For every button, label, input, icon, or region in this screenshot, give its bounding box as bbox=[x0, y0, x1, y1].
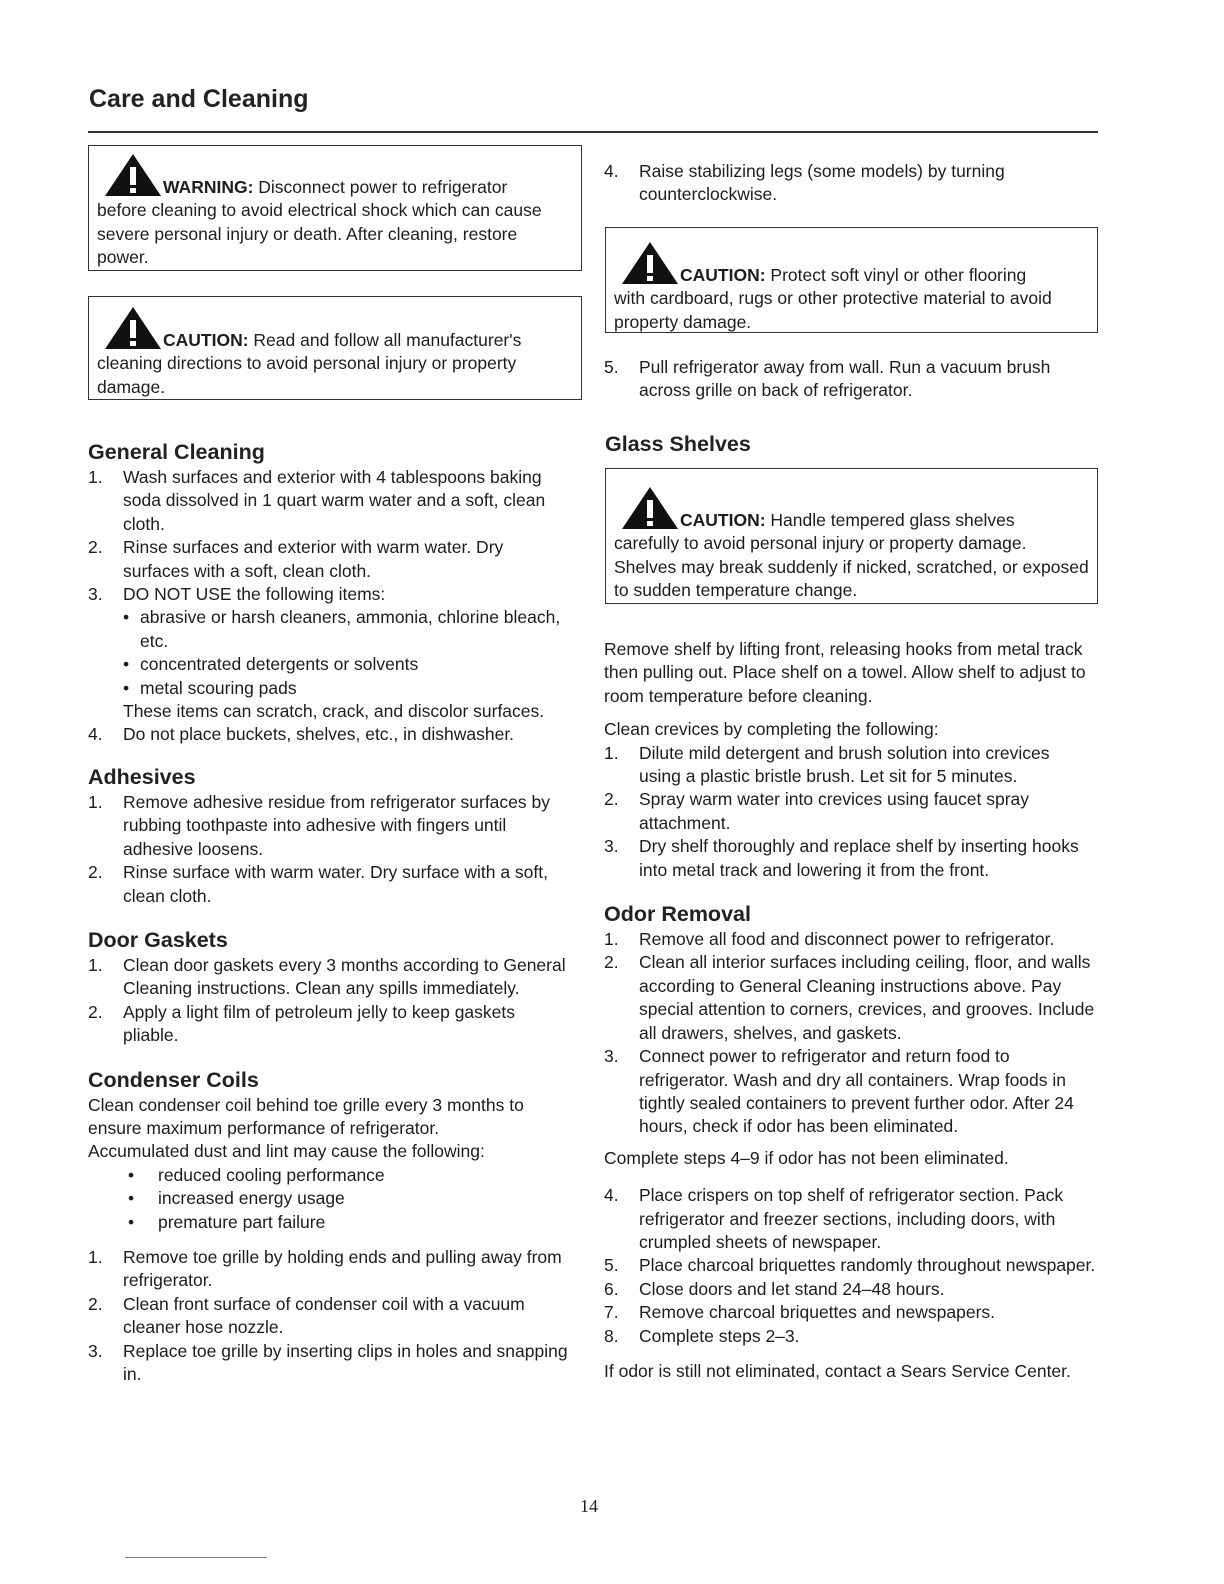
odor-note: Complete steps 4–9 if odor has not been eliminated. bbox=[604, 1147, 1009, 1168]
item-number: 1. bbox=[88, 467, 103, 487]
list-item bbox=[604, 1301, 1096, 1324]
bullet-text: increased energy usage bbox=[158, 1188, 345, 1209]
item-text: Connect power to refrigerator and return food to refrigerator. Wash and dry all containers. Wrap foods in tightly sealed containers to prevent further odor. After 24 hours, check if odor has been eliminated. bbox=[639, 1046, 1074, 1137]
item-number: 3. bbox=[88, 584, 103, 605]
caution-box-flooring bbox=[605, 227, 1098, 333]
warning-triangle-icon bbox=[103, 153, 163, 197]
warning-text: before cleaning to avoid electrical shock which can cause severe personal injury or death. After cleaning, restore power. bbox=[97, 200, 542, 268]
condenser-coils-heading: Condenser Coils bbox=[88, 1067, 259, 1092]
caution-first-line: Read and follow all manufacturer's bbox=[253, 330, 522, 350]
item-text: Raise stabilizing legs (some models) by turning counterclockwise. bbox=[639, 161, 1005, 205]
list-item bbox=[604, 1184, 1096, 1254]
item-number: 7. bbox=[604, 1302, 619, 1323]
list-item bbox=[604, 742, 1096, 789]
list-item bbox=[604, 356, 1084, 403]
glass-para-1: Remove shelf by lifting front, releasing hooks from metal track then pulling out. Place shelf on a towel. Allow shelf to adjust to room temperature before cleaning. bbox=[604, 639, 1086, 706]
item-number: 2. bbox=[88, 1293, 103, 1314]
bullet-text: abrasive or harsh cleaners, ammonia, chlorine bleach, etc. bbox=[140, 607, 561, 651]
item-text: Clean door gaskets every 3 months according to General Cleaning instructions. Clean any spills immediately. bbox=[123, 954, 566, 999]
list-item bbox=[604, 928, 1096, 951]
right-step-5 bbox=[604, 356, 1084, 403]
item-number: 2. bbox=[604, 789, 619, 810]
list-item bbox=[604, 1254, 1096, 1277]
bullet-text: reduced cooling performance bbox=[158, 1164, 385, 1185]
bullet-item bbox=[123, 606, 573, 653]
item-text: DO NOT USE the following items: bbox=[123, 584, 386, 605]
caution-text: cleaning directions to avoid personal injury or property damage. bbox=[97, 353, 517, 397]
list-item bbox=[88, 723, 573, 746]
caution-first-line: Protect soft vinyl or other flooring bbox=[770, 265, 1027, 285]
list-item bbox=[88, 954, 573, 1001]
item-number: 2. bbox=[88, 537, 103, 558]
list-item bbox=[604, 1045, 1096, 1139]
item-number: 4. bbox=[604, 161, 619, 181]
caution-label: CAUTION: bbox=[680, 510, 766, 530]
odor-removal-heading: Odor Removal bbox=[604, 902, 751, 927]
item-number: 3. bbox=[88, 1340, 103, 1361]
general-cleaning-heading: General Cleaning bbox=[88, 440, 265, 464]
bullet-icon: • bbox=[123, 677, 130, 698]
adhesives-heading: Adhesives bbox=[88, 764, 196, 789]
list-item bbox=[604, 1325, 1096, 1348]
condenser-intro-2: Accumulated dust and lint may cause the following: bbox=[88, 1141, 485, 1162]
item-number: 6. bbox=[604, 1278, 619, 1299]
item-number: 3. bbox=[604, 836, 619, 857]
caution-first-line: Handle tempered glass shelves bbox=[770, 510, 1015, 530]
caution-label: CAUTION: bbox=[163, 330, 249, 350]
list-item bbox=[88, 791, 573, 861]
item-text: Remove all food and disconnect power to refrigerator. bbox=[639, 929, 1055, 950]
warning-label: WARNING: bbox=[163, 177, 254, 197]
list-item bbox=[88, 466, 573, 536]
caution-triangle-icon bbox=[620, 241, 680, 285]
item-text: Remove toe grille by holding ends and pulling away from refrigerator. bbox=[123, 1246, 562, 1291]
list-item bbox=[604, 1278, 1096, 1301]
item-text: Clean front surface of condenser coil with a vacuum cleaner hose nozzle. bbox=[123, 1293, 525, 1338]
bottom-mark bbox=[125, 1557, 267, 1558]
adhesives-section bbox=[88, 763, 573, 908]
item-text: Replace toe grille by inserting clips in holes and snapping in. bbox=[123, 1340, 568, 1384]
list-item bbox=[88, 1246, 573, 1293]
item-number: 1. bbox=[604, 929, 619, 950]
bullet-icon: • bbox=[128, 1188, 135, 1209]
caution-text: with cardboard, rugs or other protective material to avoid property damage. bbox=[614, 288, 1052, 332]
right-step-4 bbox=[604, 160, 1084, 207]
general-cleaning-section bbox=[88, 438, 573, 747]
list-item bbox=[604, 835, 1096, 882]
bullet-text: metal scouring pads bbox=[140, 677, 297, 698]
item-text: Do not place buckets, shelves, etc., in dishwasher. bbox=[123, 724, 515, 745]
item-text: Clean all interior surfaces including ceiling, floor, and walls according to General Cleaning instructions above. Pay special attention to corners, crevices, and grooves. Include all drawers, shelves, and gaskets. bbox=[639, 952, 1095, 1043]
item-text: Spray warm water into crevices using faucet spray attachment. bbox=[639, 789, 1030, 833]
page-number: 14 bbox=[580, 1496, 598, 1516]
bullet-item bbox=[123, 677, 573, 700]
caution-box-glass bbox=[605, 468, 1098, 604]
item-text: Place charcoal briquettes randomly throughout newspaper. bbox=[639, 1255, 1096, 1276]
bullet-text: premature part failure bbox=[158, 1211, 326, 1232]
item-number: 4. bbox=[604, 1185, 619, 1206]
door-gaskets-heading: Door Gaskets bbox=[88, 927, 228, 952]
caution-text: carefully to avoid personal injury or property damage. Shelves may break suddenly if nicked, scratched, or exposed to sudden temperature change. bbox=[614, 533, 1089, 601]
item-text: Dilute mild detergent and brush solution into crevices using a plastic bristle brush. Let sit for 5 minutes. bbox=[639, 742, 1050, 787]
list-item bbox=[604, 160, 1084, 207]
item-text: Wash surfaces and exterior with 4 tablespoons baking soda dissolved in 1 quart warm water and a soft, clean cloth. bbox=[123, 467, 546, 534]
item-number: 1. bbox=[88, 1246, 103, 1267]
item-number: 8. bbox=[604, 1325, 619, 1346]
bullet-item bbox=[123, 653, 573, 676]
condenser-intro: Clean condenser coil behind toe grille every 3 months to ensure maximum performance of refrigerator. bbox=[88, 1094, 524, 1138]
item-number: 5. bbox=[604, 357, 619, 377]
caution-triangle-icon bbox=[620, 486, 680, 530]
odor-final: If odor is still not eliminated, contact a Sears Service Center. bbox=[604, 1360, 1071, 1381]
item-number: 1. bbox=[88, 791, 103, 812]
item-text: Place crispers on top shelf of refrigerator section. Pack refrigerator and freezer sections, including doors, with crumpled sheets of newspaper. bbox=[639, 1185, 1064, 1252]
glass-para-2: Clean crevices by completing the following: bbox=[604, 719, 939, 740]
item-number: 1. bbox=[88, 954, 103, 975]
title-rule bbox=[88, 131, 1098, 133]
list-item bbox=[88, 1293, 573, 1340]
bullet-text: concentrated detergents or solvents bbox=[140, 654, 419, 675]
item-text: Remove charcoal briquettes and newspapers. bbox=[639, 1302, 996, 1323]
item-text: Apply a light film of petroleum jelly to keep gaskets pliable. bbox=[123, 1001, 515, 1046]
caution-box-manufacturer bbox=[88, 296, 582, 400]
item-text: Rinse surfaces and exterior with warm water. Dry surfaces with a soft, clean cloth. bbox=[123, 537, 504, 581]
list-item bbox=[88, 1001, 573, 1048]
bullet-item bbox=[88, 1211, 573, 1234]
right-column-lower bbox=[604, 638, 1096, 1383]
caution-triangle-icon bbox=[103, 306, 163, 350]
bullet-item bbox=[88, 1164, 573, 1187]
item-note: These items can scratch, crack, and discolor surfaces. bbox=[123, 701, 545, 722]
list-item bbox=[88, 583, 573, 723]
caution-label: CAUTION: bbox=[680, 265, 766, 285]
door-gaskets-section bbox=[88, 926, 573, 1048]
item-number: 3. bbox=[604, 1046, 619, 1067]
left-column bbox=[88, 438, 573, 1386]
list-item bbox=[604, 951, 1096, 1045]
item-text: Rinse surface with warm water. Dry surface with a soft, clean cloth. bbox=[123, 862, 548, 906]
bullet-icon: • bbox=[123, 607, 130, 628]
item-text: Close doors and let stand 24–48 hours. bbox=[639, 1278, 945, 1299]
bullet-icon: • bbox=[123, 654, 130, 675]
odor-removal-section bbox=[604, 900, 1096, 1383]
bullet-icon: • bbox=[128, 1164, 135, 1185]
list-item bbox=[88, 536, 573, 583]
bullet-item bbox=[88, 1187, 573, 1210]
item-number: 2. bbox=[88, 862, 103, 883]
bullet-icon: • bbox=[128, 1211, 135, 1232]
warning-box bbox=[88, 145, 582, 271]
item-number: 2. bbox=[88, 1001, 103, 1022]
list-item bbox=[88, 1340, 573, 1387]
list-item bbox=[604, 788, 1096, 835]
list-item bbox=[88, 861, 573, 908]
glass-shelves-heading: Glass Shelves bbox=[605, 432, 751, 456]
item-text: Dry shelf thoroughly and replace shelf by inserting hooks into metal track and lowering it from the front. bbox=[639, 836, 1079, 880]
item-number: 1. bbox=[604, 742, 619, 763]
item-number: 2. bbox=[604, 952, 619, 973]
item-number: 5. bbox=[604, 1255, 619, 1276]
warning-first-line: Disconnect power to refrigerator bbox=[258, 177, 508, 197]
item-text: Remove adhesive residue from refrigerator surfaces by rubbing toothpaste into adhesive with fingers until adhesive loosens. bbox=[123, 791, 550, 859]
item-text: Complete steps 2–3. bbox=[639, 1325, 800, 1346]
item-number: 4. bbox=[88, 724, 103, 745]
item-text: Pull refrigerator away from wall. Run a vacuum brush across grille on back of refrigerator. bbox=[639, 357, 1051, 401]
page-title: Care and Cleaning bbox=[89, 85, 309, 113]
condenser-coils-section bbox=[88, 1066, 573, 1387]
